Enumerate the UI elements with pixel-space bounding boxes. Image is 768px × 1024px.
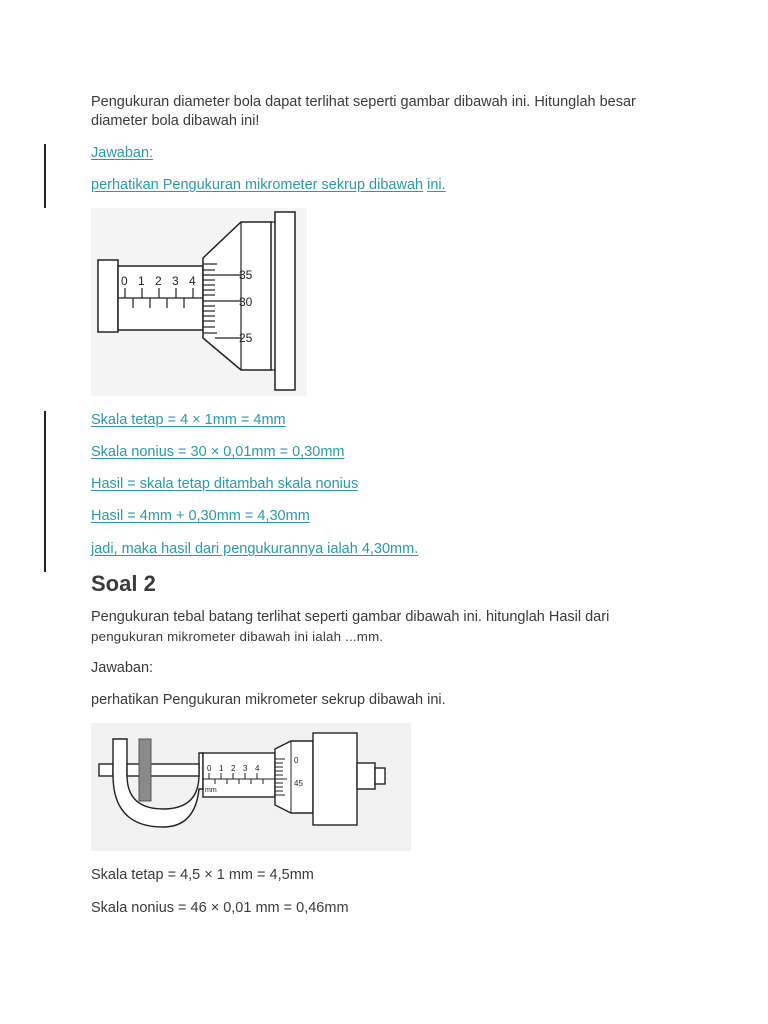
soal2-step: Skala tetap = 4,5 × 1 mm = 4,5mm [91,867,314,883]
fig1-main-label: 3 [172,274,179,288]
quote-bar-1 [44,144,46,208]
fig1-thimble-label: 30 [239,295,253,309]
answer1-jawaban-link[interactable]: Jawaban: [91,145,154,161]
answer1-step[interactable]: Skala tetap = 4 × 1mm = 4mm [91,412,286,428]
answer1-step[interactable]: Hasil = skala tetap ditambah skala nonius [91,476,359,492]
soal2-question-line2: pengukuran mikrometer dibawah ini ialah ...mm. [91,629,384,644]
fig1-main-label: 4 [189,274,196,288]
answer1-step[interactable]: Hasil = 4mm + 0,30mm = 4,30mm [91,508,310,524]
fig2-main-label: 1 [219,764,224,773]
fig2-thimble-label: 0 [294,756,299,765]
question1-line1: Pengukuran diameter bola dapat terlihat seperti gambar dibawah ini. Hitunglah besar [91,94,636,110]
answer1-intro-tail-link[interactable]: ini. [427,177,446,193]
micrometer-figure-2 [91,723,411,851]
fig2-thimble-label: 45 [294,779,303,788]
fig1-main-label: 1 [138,274,145,288]
soal2-heading: Soal 2 [91,571,156,596]
soal2-question-line1: Pengukuran tebal batang terlihat seperti gambar dibawah ini. hitunglah Hasil dari [91,609,610,625]
fig1-main-label: 0 [121,274,128,288]
answer1-intro [91,176,446,195]
fig2-unit-label: mm [205,787,217,794]
soal2-step: Skala nonius = 46 × 0,01 mm = 0,46mm [91,900,349,916]
fig1-main-label: 2 [155,274,162,288]
answer1-intro-link[interactable]: perhatikan Pengukuran mikrometer sekrup dibawah [91,177,424,193]
micrometer-figure-1 [91,208,307,396]
fig2-main-label: 3 [243,764,248,773]
soal2-intro: perhatikan Pengukuran mikrometer sekrup dibawah ini. [91,692,446,708]
fig1-thimble-label: 35 [239,268,253,282]
fig1-thimble-label: 25 [239,331,253,345]
answer1-step[interactable]: jadi, maka hasil dari pengukurannya ialah 4,30mm. [91,541,419,557]
question1-line2: diameter bola dibawah ini! [91,113,260,129]
fig2-main-label: 4 [255,764,260,773]
soal2-jawaban: Jawaban: [91,660,154,676]
fig2-main-label: 2 [231,764,236,773]
quote-bar-2 [44,411,46,572]
fig2-main-label: 0 [207,764,212,773]
answer1-step[interactable]: Skala nonius = 30 × 0,01mm = 0,30mm [91,444,345,460]
